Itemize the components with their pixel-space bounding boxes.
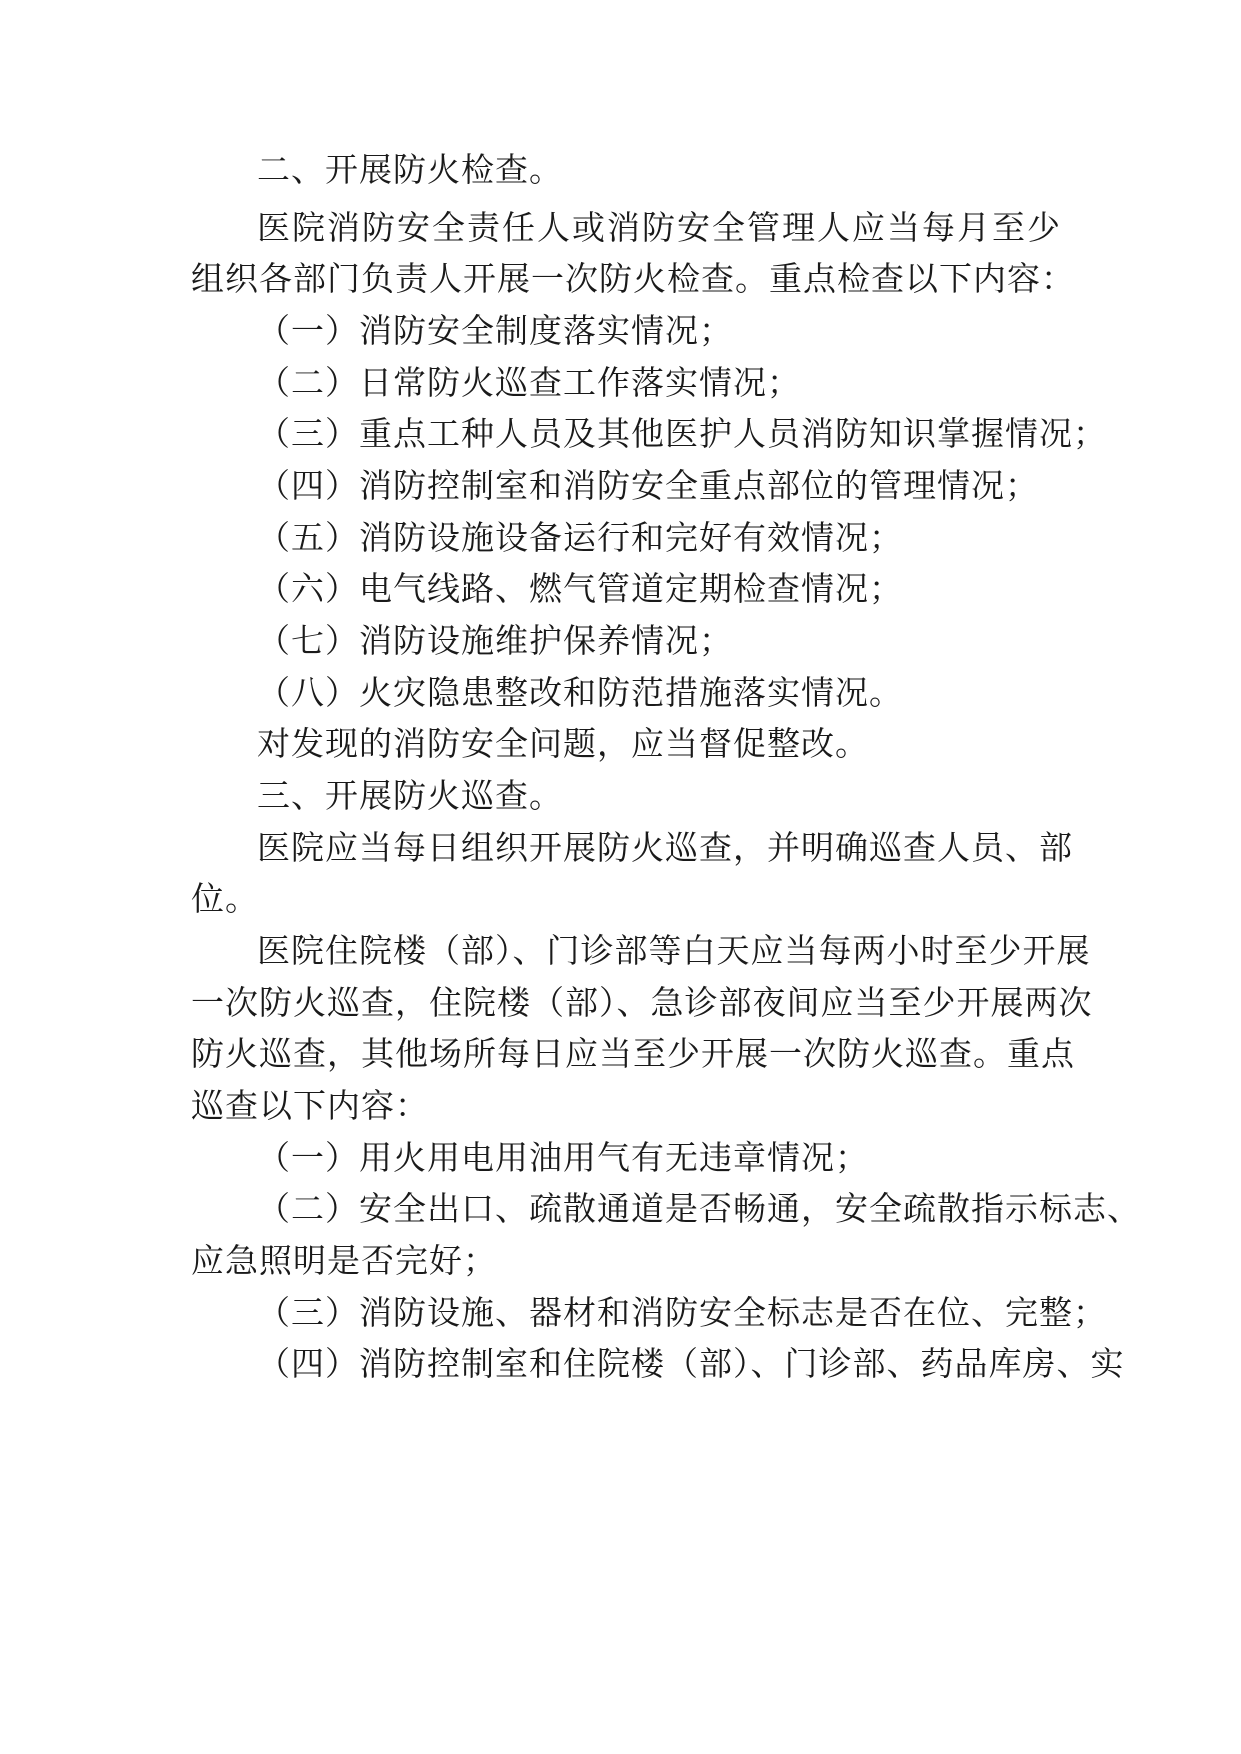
list-item: （二）安全出口、疏散通道是否畅通，安全疏散指示标志、 xyxy=(257,1189,1141,1228)
list-item: （五）消防设施设备运行和完好有效情况； xyxy=(257,518,903,557)
list-item: （三）重点工种人员及其他医护人员消防知识掌握情况； xyxy=(257,414,1107,453)
list-item: （二）日常防火巡查工作落实情况； xyxy=(257,363,801,402)
list-item: 应急照明是否完好； xyxy=(191,1241,497,1280)
list-item: （八）火灾隐患整改和防范措施落实情况。 xyxy=(257,673,903,712)
list-item: （六）电气线路、燃气管道定期检查情况； xyxy=(257,569,903,608)
paragraph-line: 医院消防安全责任人或消防安全管理人应当每月至少 xyxy=(257,208,1061,247)
list-item: （四）消防控制室和住院楼（部）、门诊部、药品库房、实 xyxy=(257,1344,1125,1383)
paragraph-line: 组织各部门负责人开展一次防火检查。重点检查以下内容： xyxy=(191,259,1075,298)
section-heading: 二、开展防火检查。 xyxy=(257,150,563,189)
paragraph-line: 巡查以下内容： xyxy=(191,1086,429,1125)
list-item: （三）消防设施、器材和消防安全标志是否在位、完整； xyxy=(257,1293,1107,1332)
list-item: （七）消防设施维护保养情况； xyxy=(257,621,733,660)
paragraph-line: 防火巡查，其他场所每日应当至少开展一次防火巡查。重点 xyxy=(191,1034,1075,1073)
paragraph-line: 医院应当每日组织开展防火巡查，并明确巡查人员、部 xyxy=(257,828,1073,867)
list-item: （一）消防安全制度落实情况； xyxy=(257,311,733,350)
section-heading: 三、开展防火巡查。 xyxy=(257,776,563,815)
list-item: （一）用火用电用油用气有无违章情况； xyxy=(257,1138,869,1177)
paragraph-line: 对发现的消防安全问题，应当督促整改。 xyxy=(257,724,869,763)
paragraph-line: 位。 xyxy=(191,879,259,918)
list-item: （四）消防控制室和消防安全重点部位的管理情况； xyxy=(257,466,1039,505)
paragraph-line: 医院住院楼（部）、门诊部等白天应当每两小时至少开展 xyxy=(257,931,1091,970)
paragraph-line: 一次防火巡查，住院楼（部）、急诊部夜间应当至少开展两次 xyxy=(191,983,1093,1022)
